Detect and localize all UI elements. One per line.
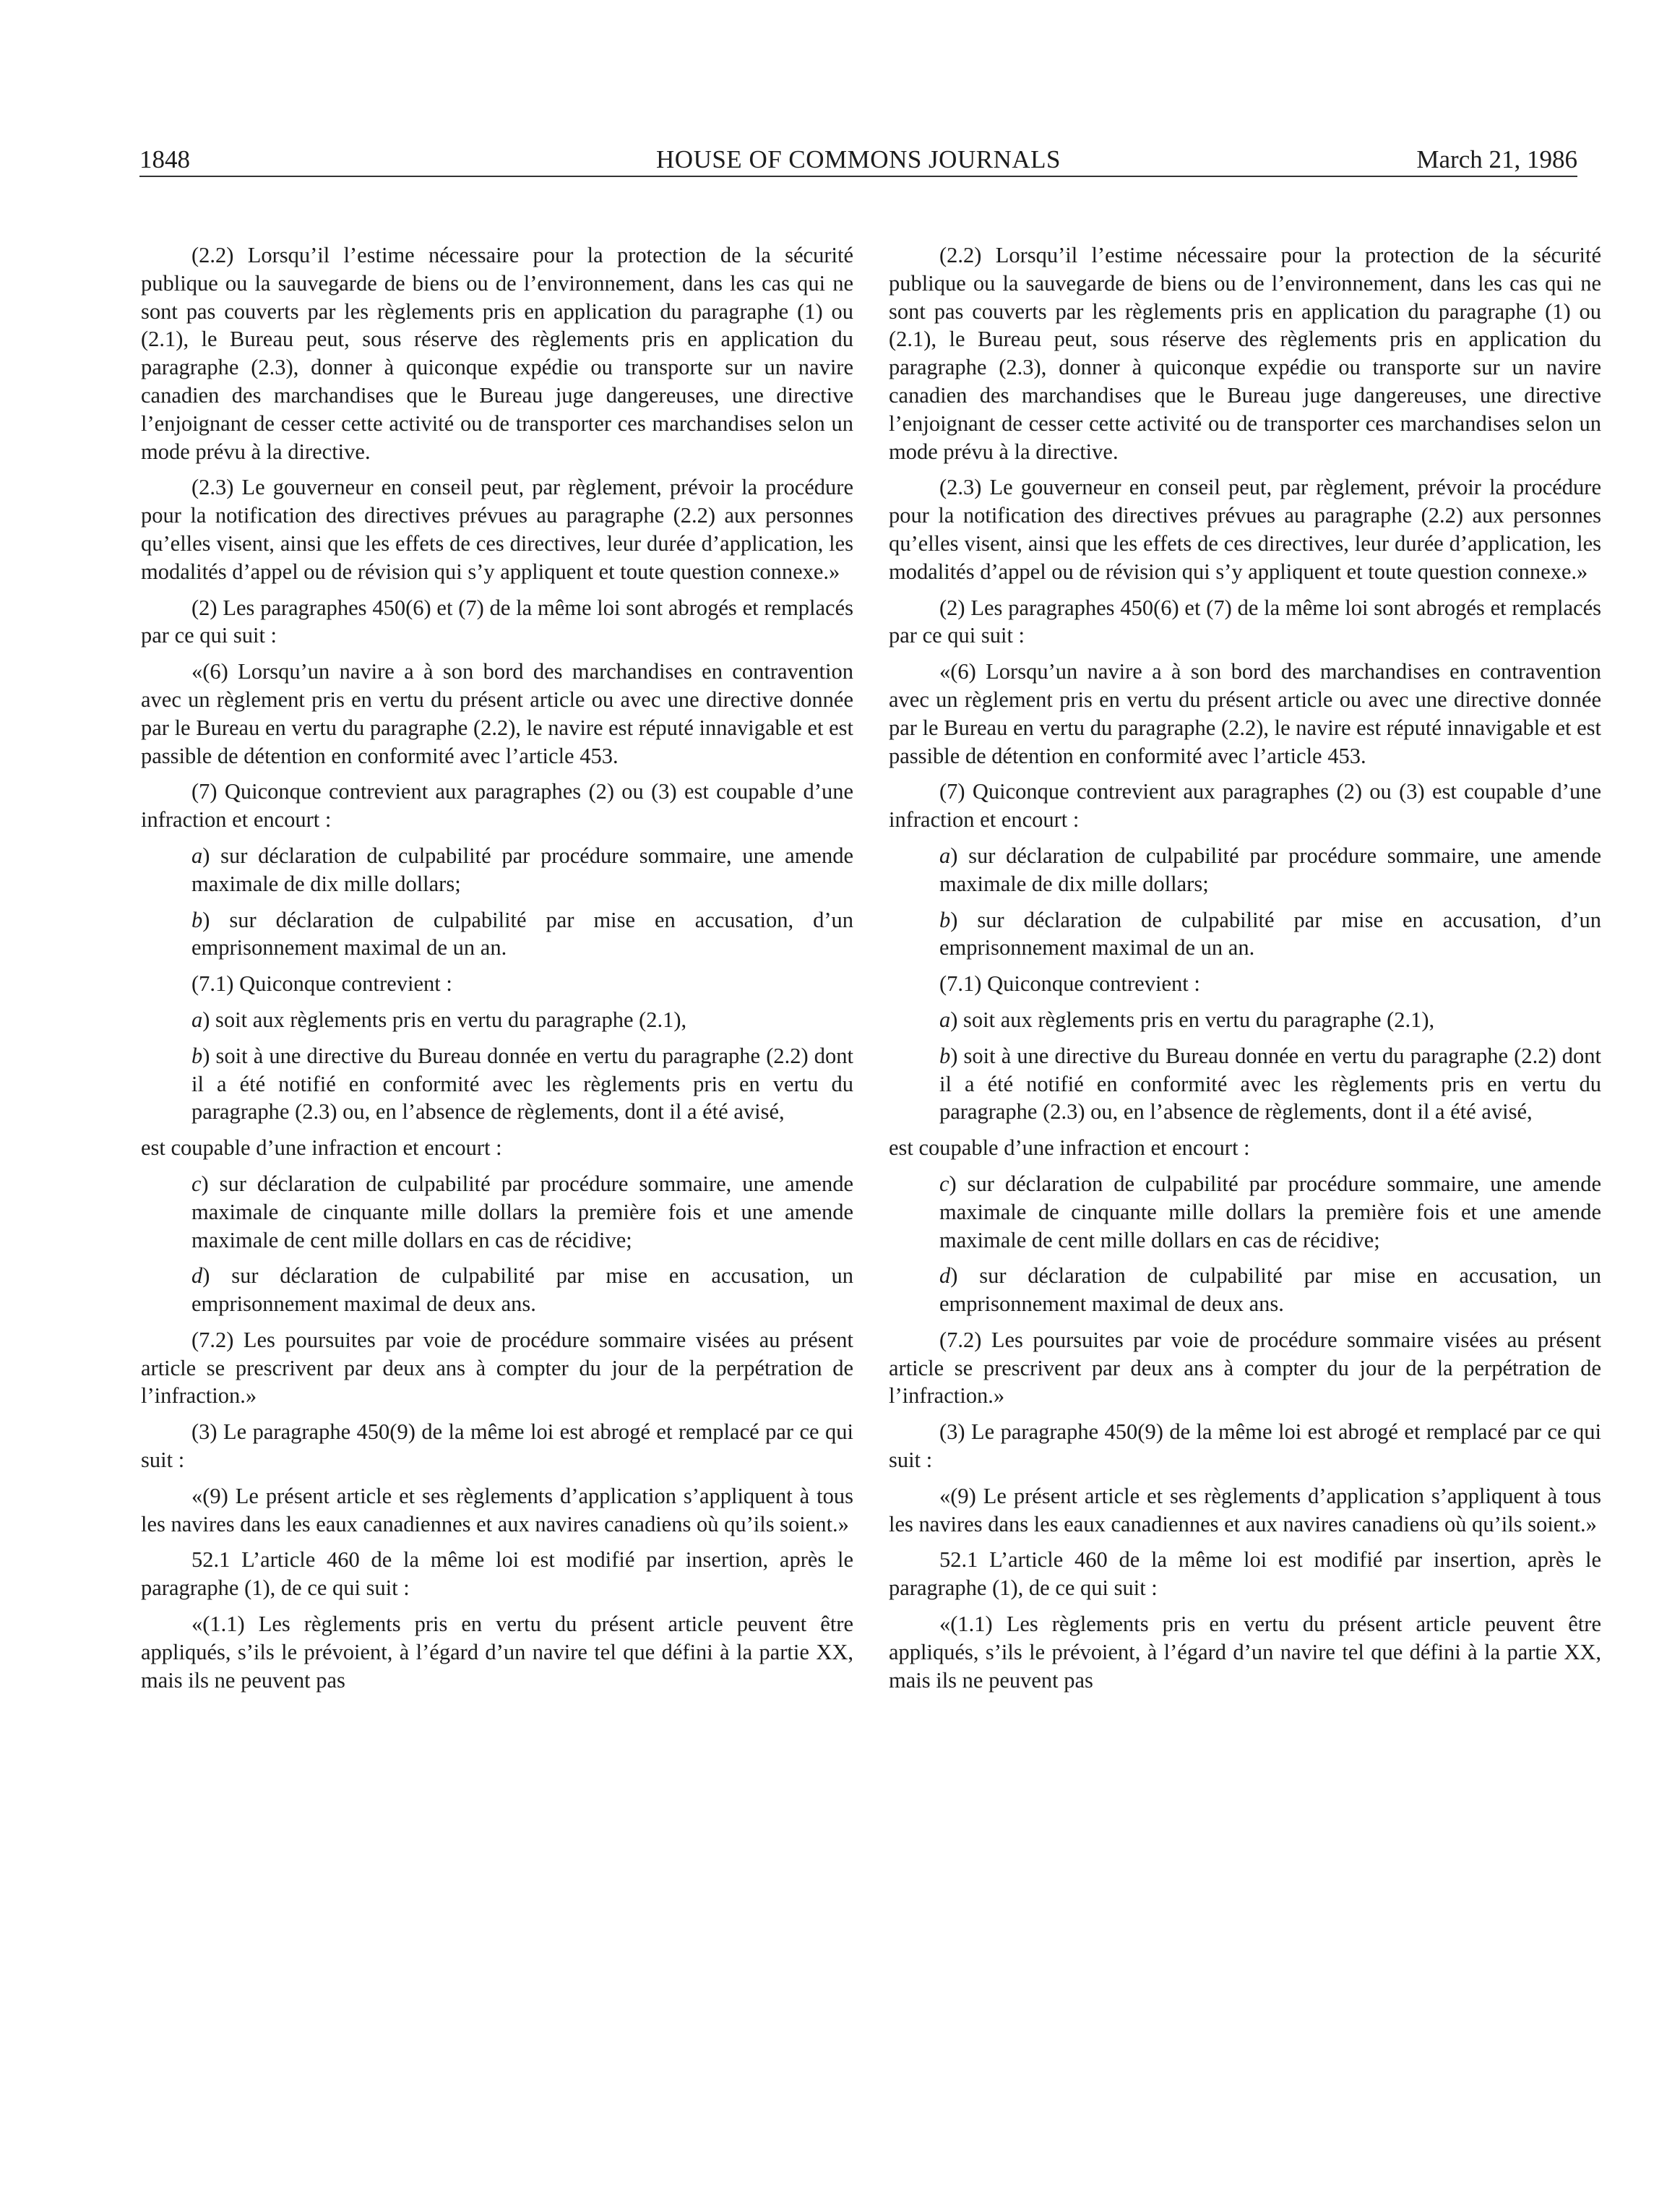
paragraph: «(1.1) Les règlements pris en vertu du présent article peuvent être appliqués, s’ils le prévoient, à l’égard d’un navire tel que défini à la partie XX, mais ils ne peuvent pas — [141, 1612, 853, 1693]
page-number: 1848 — [139, 145, 190, 173]
paragraph: c) sur déclaration de culpabilité par procédure sommaire, une amende maximale de cinquante mille dollars la première fois et une amende maximale de cent mille dollars en cas de récidive; — [939, 1171, 1601, 1252]
paragraph: a) sur déclaration de culpabilité par procédure sommaire, une amende maximale de dix mille dollars; — [939, 843, 1601, 896]
paragraph: (7) Quiconque contrevient aux paragraphes (2) ou (3) est coupable d’une infraction et encourt : — [889, 779, 1601, 833]
paragraph: (2) Les paragraphes 450(6) et (7) de la même loi sont abrogés et remplacés par ce qui suit : — [141, 595, 853, 648]
paragraph: c) sur déclaration de culpabilité par procédure sommaire, une amende maximale de cinquante mille dollars la première fois et une amende maximale de cent mille dollars en cas de récidive; — [191, 1171, 853, 1252]
paragraph: (3) Le paragraphe 450(9) de la même loi est abrogé et remplacé par ce qui suit : — [141, 1419, 853, 1473]
paragraph: 52.1 L’article 460 de la même loi est modifié par insertion, après le paragraphe (1), de ce qui suit : — [141, 1547, 853, 1601]
paragraph: a) soit aux règlements pris en vertu du paragraphe (2.1), — [939, 1007, 1435, 1032]
paragraph: «(9) Le présent article et ses règlements d’application s’appliquent à tous les navires dans les eaux canadiennes et aux navires canadiens où qu’ils soient.» — [889, 1483, 1601, 1536]
paragraph: «(9) Le présent article et ses règlements d’application s’appliquent à tous les navires dans les eaux canadiennes et aux navires canadiens où qu’ils soient.» — [141, 1483, 853, 1536]
paragraph: b) soit à une directive du Bureau donnée en vertu du paragraphe (2.2) dont il a été notifié en conformité avec les règlements pris en vertu du paragraphe (2.3) ou, en l’absence de règlements, dont il a été avisé, — [939, 1043, 1601, 1125]
paragraph: (7.1) Quiconque contrevient : — [191, 971, 452, 997]
paragraph: b) sur déclaration de culpabilité par mise en accusation, d’un emprisonnement maximal de un an. — [191, 907, 853, 960]
paragraph: (3) Le paragraphe 450(9) de la même loi est abrogé et remplacé par ce qui suit : — [889, 1419, 1601, 1473]
paragraph: (2.2) Lorsqu’il l’estime nécessaire pour la protection de la sécurité publique ou la sauvegarde de biens ou de l’environnement, dans les cas qui ne sont pas couverts par les règlements pris en application du paragraphe (1) ou (2.1), le Bureau peut, sous réserve des règlements pris en application du paragraphe (2.3), donner à quiconque expédie ou transporte sur un navire canadien des marchandises que le Bureau juge dangereuses, une directive l’enjoignant de cesser cette activité ou de transporter ces marchandises selon un mode prévu à la directive. — [889, 243, 1601, 464]
paragraph: b) sur déclaration de culpabilité par mise en accusation, d’un emprisonnement maximal de un an. — [939, 907, 1601, 960]
paragraph: (2.3) Le gouverneur en conseil peut, par règlement, prévoir la procédure pour la notification des directives prévues au paragraphe (2.2) aux personnes qu’elles visent, ainsi que les effets de ces directives, leur durée d’application, les modalités d’appel ou de révision qui s’y appliquent et toute question connexe.» — [141, 475, 853, 584]
paragraph: (7.2) Les poursuites par voie de procédure sommaire visées au présent article se prescrivent par deux ans à compter du jour de la perpétration de l’infraction.» — [141, 1327, 853, 1409]
journal-date: March 21, 1986 — [1416, 145, 1577, 173]
paragraph: (7.1) Quiconque contrevient : — [939, 971, 1200, 997]
paragraph: est coupable d’une infraction et encourt : — [141, 1135, 502, 1161]
paragraph: (7) Quiconque contrevient aux paragraphes (2) ou (3) est coupable d’une infraction et encourt : — [141, 779, 853, 833]
paragraph: d) sur déclaration de culpabilité par mise en accusation, un emprisonnement maximal de deux ans. — [191, 1263, 853, 1317]
paragraph: est coupable d’une infraction et encourt : — [889, 1135, 1250, 1161]
paragraph: 52.1 L’article 460 de la même loi est modifié par insertion, après le paragraphe (1), de ce qui suit : — [889, 1547, 1601, 1601]
journal-title: HOUSE OF COMMONS JOURNALS — [656, 145, 1061, 173]
paragraph: «(6) Lorsqu’un navire a à son bord des marchandises en contravention avec un règlement pris en vertu du présent article ou avec une directive donnée par le Bureau en vertu du paragraphe (2.2), le navire est réputé innavigable et est passible de détention en conformité avec l’article 453. — [889, 659, 1601, 768]
paragraph: b) soit à une directive du Bureau donnée en vertu du paragraphe (2.2) dont il a été notifié en conformité avec les règlements pris en vertu du paragraphe (2.3) ou, en l’absence de règlements, dont il a été avisé, — [191, 1043, 853, 1125]
header-rule — [139, 176, 1577, 177]
paragraph: d) sur déclaration de culpabilité par mise en accusation, un emprisonnement maximal de deux ans. — [939, 1263, 1601, 1317]
paragraph: a) sur déclaration de culpabilité par procédure sommaire, une amende maximale de dix mille dollars; — [191, 843, 853, 896]
paragraph: (2.2) Lorsqu’il l’estime nécessaire pour la protection de la sécurité publique ou la sauvegarde de biens ou de l’environnement, dans les cas qui ne sont pas couverts par les règlements pris en application du paragraphe (1) ou (2.1), le Bureau peut, sous réserve des règlements pris en application du paragraphe (2.3), donner à quiconque expédie ou transporte sur un navire canadien des marchandises que le Bureau juge dangereuses, une directive l’enjoignant de cesser cette activité ou de transporter ces marchandises selon un mode prévu à la directive. — [141, 243, 853, 464]
page-header — [139, 143, 1577, 176]
left-column — [141, 241, 853, 1702]
paragraph: «(6) Lorsqu’un navire a à son bord des marchandises en contravention avec un règlement pris en vertu du présent article ou avec une directive donnée par le Bureau en vertu du paragraphe (2.2), le navire est réputé innavigable et est passible de détention en conformité avec l’article 453. — [141, 659, 853, 768]
paragraph: «(1.1) Les règlements pris en vertu du présent article peuvent être appliqués, s’ils le prévoient, à l’égard d’un navire tel que défini à la partie XX, mais ils ne peuvent pas — [889, 1612, 1601, 1693]
paragraph: a) soit aux règlements pris en vertu du paragraphe (2.1), — [191, 1007, 687, 1032]
paragraph: (2.3) Le gouverneur en conseil peut, par règlement, prévoir la procédure pour la notification des directives prévues au paragraphe (2.2) aux personnes qu’elles visent, ainsi que les effets de ces directives, leur durée d’application, les modalités d’appel ou de révision qui s’y appliquent et toute question connexe.» — [889, 475, 1601, 584]
right-column — [889, 241, 1601, 1702]
paragraph: (7.2) Les poursuites par voie de procédure sommaire visées au présent article se prescrivent par deux ans à compter du jour de la perpétration de l’infraction.» — [889, 1327, 1601, 1409]
paragraph: (2) Les paragraphes 450(6) et (7) de la même loi sont abrogés et remplacés par ce qui suit : — [889, 595, 1601, 648]
